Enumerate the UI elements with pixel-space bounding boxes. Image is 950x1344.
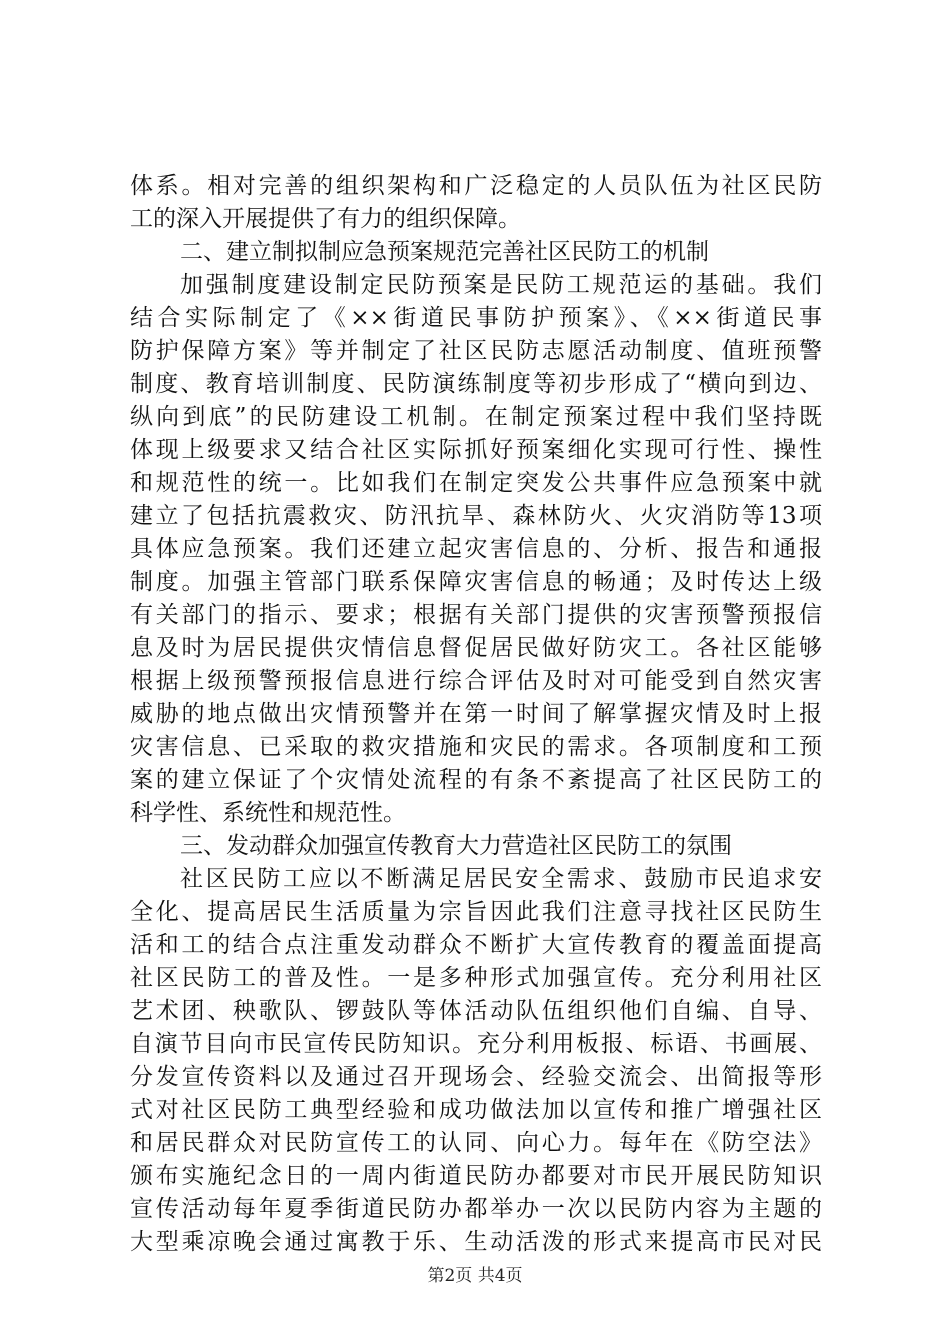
- section-heading: 三、发动群众加强宣传教育大力营造社区民防工的氛围: [180, 833, 732, 859]
- text-line: 艺术团、秧歌队、锣鼓队等体活动队伍组织他们自编、自导、: [130, 998, 822, 1024]
- text-line: 防护保障方案》等并制定了社区民防志愿活动制度、值班预警: [130, 338, 822, 364]
- text-line: 加强制度建设制定民防预案是民防工规范运的基础。我们: [180, 272, 822, 298]
- text-line: 体现上级要求又结合社区实际抓好预案细化实现可行性、操性: [130, 437, 822, 463]
- text-line: 息及时为居民提供灾情信息督促居民做好防灾工。各社区能够: [130, 635, 822, 661]
- text-line: 和居民群众对民防宣传工的认同、向心力。每年在《防空法》: [130, 1130, 822, 1156]
- text-line: 自演节目向市民宣传民防知识。充分利用板报、标语、书画展、: [130, 1031, 822, 1057]
- text-line: 工的深入开展提供了有力的组织保障。: [130, 206, 521, 232]
- text-line: 制度。加强主管部门联系保障灾害信息的畅通；及时传达上级: [130, 569, 822, 595]
- text-line: 案的建立保证了个灾情处流程的有条不紊提高了社区民防工的: [130, 767, 822, 793]
- text-line: 制度、教育培训制度、民防演练制度等初步形成了“横向到边、: [130, 371, 822, 397]
- text-line: 有关部门的指示、要求；根据有关部门提供的灾害预警预报信: [130, 602, 822, 628]
- text-line: 科学性、系统性和规范性。: [130, 800, 406, 826]
- text-line: 式对社区民防工典型经验和成功做法加以宣传和推广增强社区: [130, 1097, 822, 1123]
- text-line: 颁布实施纪念日的一周内街道民防办都要对市民开展民防知识: [130, 1163, 822, 1189]
- text-line: 大型乘凉晚会通过寓教于乐、生动活泼的形式来提高市民对民: [130, 1229, 822, 1255]
- text-line: 全化、提高居民生活质量为宗旨因此我们注意寻找社区民防生: [130, 899, 822, 925]
- text-line: 和规范性的统一。比如我们在制定突发公共事件应急预案中就: [130, 470, 822, 496]
- document-body: [130, 170, 822, 1259]
- text-line: 宣传活动每年夏季街道民防办都举办一次以民防内容为主题的: [130, 1196, 822, 1222]
- text-line: 社区民防工应以不断满足居民安全需求、鼓励市民追求安: [180, 866, 822, 892]
- text-line: 活和工的结合点注重发动群众不断扩大宣传教育的覆盖面提高: [130, 932, 822, 958]
- text-line: 威胁的地点做出灾情预警并在第一时间了解掌握灾情及时上报: [130, 701, 822, 727]
- text-line: 具体应急预案。我们还建立起灾害信息的、分析、报告和通报: [130, 536, 822, 562]
- text-line: 社区民防工的普及性。一是多种形式加强宣传。充分利用社区: [130, 965, 822, 991]
- section-heading: 二、建立制拟制应急预案规范完善社区民防工的机制: [180, 239, 709, 265]
- text-line: 分发宣传资料以及通过召开现场会、经验交流会、出简报等形: [130, 1064, 822, 1090]
- text-line: 体系。相对完善的组织架构和广泛稳定的人员队伍为社区民防: [130, 173, 822, 199]
- text-line: 根据上级预警预报信息进行综合评估及时对可能受到自然灾害: [130, 668, 822, 694]
- text-line: 纵向到底”的民防建设工机制。在制定预案过程中我们坚持既: [130, 404, 822, 430]
- text-line: 建立了包括抗震救灾、防汛抗旱、森林防火、火灾消防等13项: [130, 503, 822, 529]
- text-line: 结合实际制定了《××街道民事防护预案》、《××街道民事: [130, 305, 822, 331]
- page-number-footer: 第2页 共4页: [427, 1266, 523, 1286]
- text-line: 灾害信息、已采取的救灾措施和灾民的需求。各项制度和工预: [130, 734, 822, 760]
